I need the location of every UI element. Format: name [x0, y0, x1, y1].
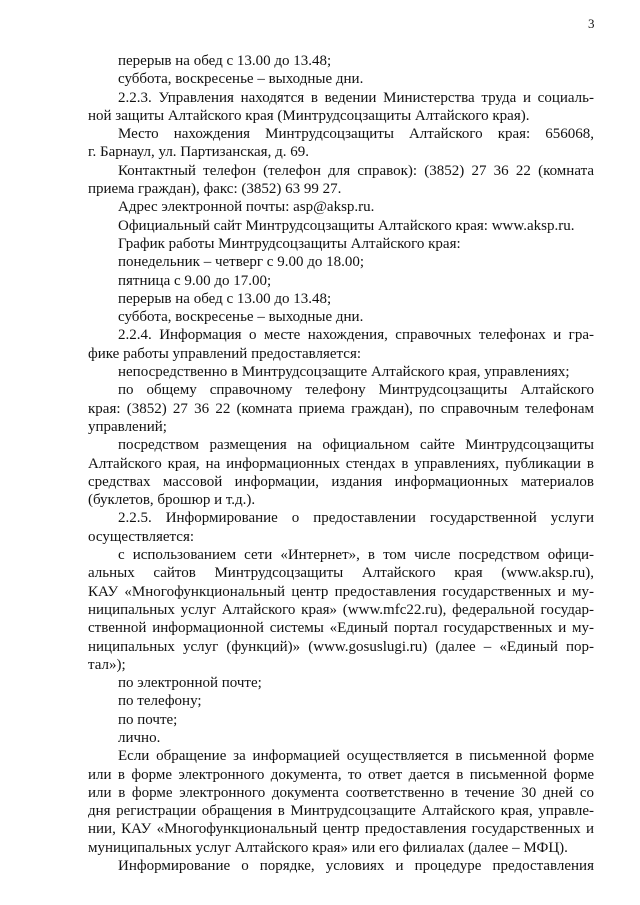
text-line: ственной информационной системы «Единый портал государственных и му-	[88, 620, 594, 637]
text-line: ниципальных услуг Алтайского края» (www.mfc22.ru), федеральной государ-	[88, 601, 594, 618]
text-line: средствах массовой информации, издания информационных материалов	[88, 473, 594, 490]
text-line: по почте;	[118, 711, 178, 728]
text-line: управлений;	[88, 418, 167, 435]
text-line: края: (3852) 27 36 22 (комната приема граждан), по справочным телефонам	[88, 400, 594, 417]
text-line: Алтайского края, на информационных стендах в управлениях, публикации в	[88, 455, 594, 472]
text-line: по электронной почте;	[118, 675, 262, 692]
text-line: 2.2.5. Информирование о предоставлении государственной услуги	[118, 510, 594, 527]
text-line: КАУ «Многофункциональный центр предоставления государственных и му-	[88, 583, 594, 600]
text-line: муниципальных услуг Алтайского края» или его филиалах (далее – МФЦ).	[88, 839, 568, 856]
text-line: Информирование о порядке, условиях и процедуре предоставления	[118, 858, 594, 875]
text-line: тал»);	[88, 656, 126, 673]
text-line: 2.2.4. Информация о месте нахождения, справочных телефонах и гра-	[118, 327, 594, 344]
text-line: ниципальных услуг (функций)» (www.gosuslugi.ru) (далее – «Единый пор-	[88, 638, 594, 655]
text-line: с использованием сети «Интернет», в том числе посредством офици-	[118, 547, 594, 564]
text-line: суббота, воскресенье – выходные дни.	[118, 71, 364, 88]
text-line: Официальный сайт Минтрудсоцзащиты Алтайского края: www.aksp.ru.	[118, 217, 575, 234]
text-line: по телефону;	[118, 693, 202, 710]
text-line: приема граждан), факс: (3852) 63 99 27.	[88, 181, 342, 198]
text-line: (буклетов, брошюр и т.д.).	[88, 492, 256, 509]
text-line: г. Барнаул, ул. Партизанская, д. 69.	[88, 144, 309, 161]
text-line: Адрес электронной почты: asp@aksp.ru.	[118, 199, 375, 216]
text-line: нии, КАУ «Многофункциональный центр предоставления государственных и	[88, 821, 594, 838]
text-line: 2.2.3. Управления находятся в ведении Министерства труда и социаль-	[118, 89, 594, 106]
text-line: или в форме электронного документа, то ответ дается в письменной форме	[88, 766, 594, 783]
text-line: дня регистрации обращения в Минтрудсоцзащите Алтайского края, управле-	[88, 803, 594, 820]
text-line: альных сайтов Минтрудсоцзащиты Алтайского края (www.aksp.ru),	[88, 565, 594, 582]
text-line: Если обращение за информацией осуществляется в письменной форме	[118, 748, 594, 765]
text-line: непосредственно в Минтрудсоцзащите Алтайского края, управлениях;	[118, 364, 570, 381]
text-line: Место нахождения Минтрудсоцзащиты Алтайского края: 656068,	[118, 126, 594, 143]
page-number: 3	[588, 16, 595, 31]
text-line: График работы Минтрудсоцзащиты Алтайского края:	[118, 235, 461, 252]
text-line: пятница с 9.00 до 17.00;	[118, 272, 272, 289]
text-line: понедельник – четверг с 9.00 до 18.00;	[118, 254, 364, 271]
text-line: лично.	[118, 729, 161, 746]
document-body	[88, 52, 594, 875]
text-line: ной защиты Алтайского края (Минтрудсоцзащиты Алтайского края).	[88, 107, 530, 124]
text-line: по общему справочному телефону Минтрудсоцзащиты Алтайского	[118, 382, 594, 399]
text-line: посредством размещения на официальном сайте Минтрудсоцзащиты	[118, 437, 594, 454]
text-line: суббота, воскресенье – выходные дни.	[118, 309, 364, 326]
text-line: осуществляется:	[88, 528, 195, 545]
text-line: Контактный телефон (телефон для справок): (3852) 27 36 22 (комната	[118, 162, 594, 179]
text-line: перерыв на обед с 13.00 до 13.48;	[118, 290, 332, 307]
text-line: фике работы управлений предоставляется:	[88, 345, 362, 362]
text-line: перерыв на обед с 13.00 до 13.48;	[118, 53, 332, 69]
text-line: или в форме электронного документа соответственно в течение 30 дней со	[88, 784, 594, 801]
